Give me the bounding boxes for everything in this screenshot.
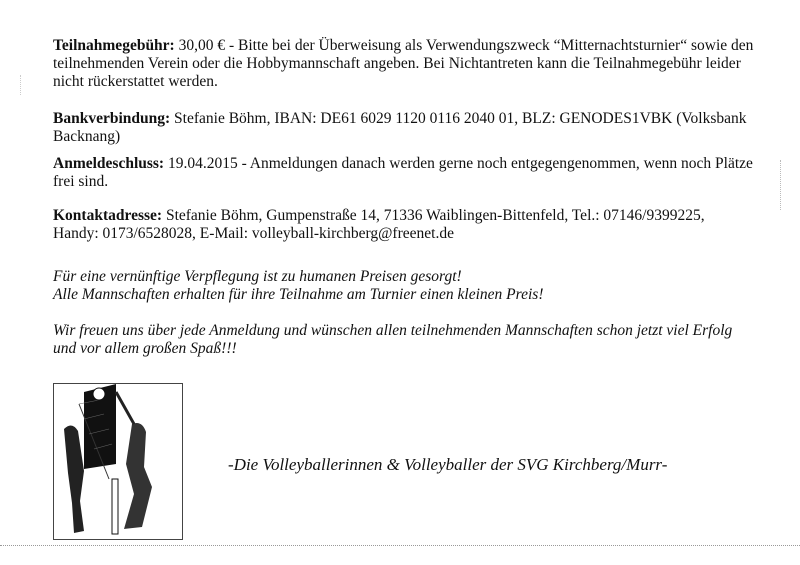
volleyball-illustration: [53, 383, 183, 540]
text-line: 30,00 € - Bitte bei der Überweisung als Verwendungszweck “Mitternachtsturnier“ sowie den: [174, 37, 754, 54]
bank-label: Bankverbindung:: [53, 110, 171, 127]
text-line: Stefanie Böhm, Gumpenstraße 14, 71336 Waiblingen-Bittenfeld, Tel.: 07146/9399225,: [162, 207, 705, 224]
closing-note: [53, 322, 732, 358]
deadline-label: Anmeldeschluss:: [53, 155, 165, 172]
text-line: Für eine vernünftige Verpflegung ist zu humanen Preisen gesorgt!: [53, 268, 462, 285]
text-line: Handy: 0173/6528028, E-Mail: volleyball-kirchberg@freenet.de: [53, 225, 454, 242]
text-line: Alle Mannschaften erhalten für ihre Teilnahme am Turnier einen kleinen Preis!: [53, 286, 544, 303]
text-line: nicht rückerstattet werden.: [53, 73, 218, 90]
margin-mark: [20, 75, 21, 95]
contact-paragraph: [53, 207, 705, 243]
volleyball-players-icon: [54, 384, 182, 539]
margin-mark: [780, 160, 781, 210]
text-line: Backnang): [53, 128, 121, 145]
catering-note: [53, 268, 543, 304]
text-line: frei sind.: [53, 173, 109, 190]
deadline-paragraph: [53, 155, 753, 191]
contact-label: Kontaktadresse:: [53, 207, 163, 224]
text-line: teilnehmenden Verein oder die Hobbymannschaft angeben. Bei Nichtantreten kann die Teilnahmegebühr leider: [53, 55, 741, 72]
page-divider: [0, 545, 800, 546]
bank-paragraph: [53, 110, 747, 146]
text-line: 19.04.2015 - Anmeldungen danach werden gerne noch entgegengenommen, wenn noch Plätze: [164, 155, 753, 172]
fee-paragraph: [53, 37, 753, 91]
signature: -Die Volleyballerinnen & Volleyballer der SVG Kirchberg/Murr-: [228, 455, 668, 474]
text-line: Wir freuen uns über jede Anmeldung und wünschen allen teilnehmenden Mannschaften schon jetzt viel Erfolg: [53, 322, 733, 339]
fee-label: Teilnahmegebühr:: [53, 37, 175, 54]
text-line: und vor allem großen Spaß!!!: [53, 340, 237, 357]
text-line: Stefanie Böhm, IBAN: DE61 6029 1120 0116 2040 01, BLZ: GENODES1VBK (Volksbank: [170, 110, 747, 127]
